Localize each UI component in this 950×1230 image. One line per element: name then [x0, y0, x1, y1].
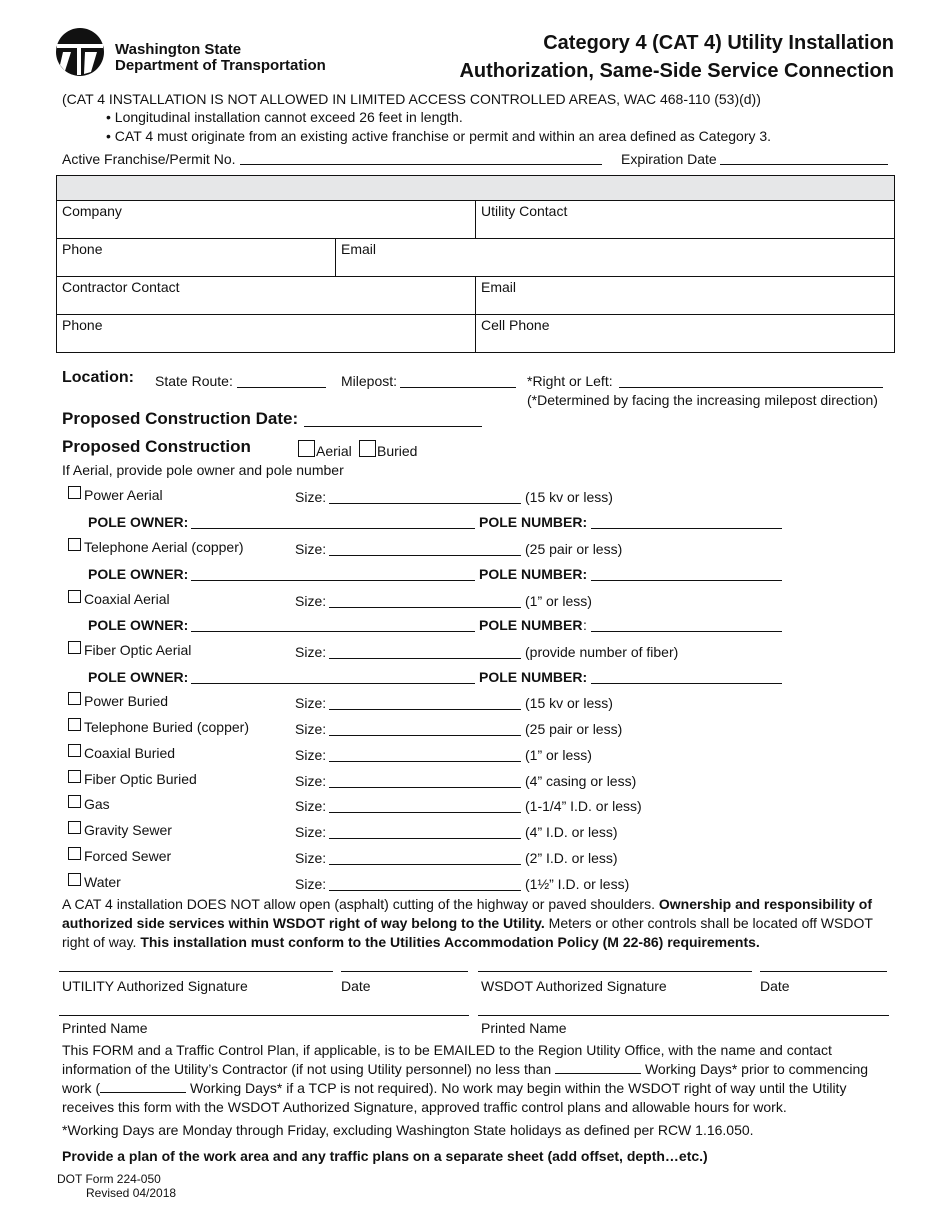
- construction-date-field[interactable]: [304, 426, 482, 427]
- size-label: Size:: [295, 644, 327, 660]
- item-checkbox[interactable]: [68, 744, 81, 757]
- size-field[interactable]: [329, 890, 521, 891]
- utility-signature-label: UTILITY Authorized Signature: [62, 978, 248, 994]
- size-label: Size:: [295, 593, 327, 609]
- utility-printed-name-label: Printed Name: [62, 1020, 148, 1036]
- size-limit: (provide number of fiber): [525, 644, 679, 660]
- agency-name-line1: Washington State: [115, 41, 242, 58]
- size-label: Size:: [295, 773, 327, 789]
- item-label: Fiber Optic Aerial: [84, 642, 192, 658]
- item-checkbox[interactable]: [68, 847, 81, 860]
- item-label: Coaxial Aerial: [84, 591, 170, 607]
- item-label: Power Buried: [84, 693, 169, 709]
- size-limit: (15 kv or less): [525, 695, 613, 711]
- size-label: Size:: [295, 798, 327, 814]
- wsdot-logo-icon: [55, 27, 105, 77]
- aerial-checkbox[interactable]: [298, 440, 315, 457]
- form-number: DOT Form 224-050: [57, 1172, 161, 1186]
- pole-owner-label: POLE OWNER:: [88, 566, 189, 582]
- utility-signature-field[interactable]: [59, 971, 333, 972]
- size-label: Size:: [295, 695, 327, 711]
- notice-bullet-2: • CAT 4 must originate from an existing active franchise or permit and within an area defined as Category 3.: [106, 128, 772, 144]
- utility-date-field[interactable]: [341, 971, 468, 972]
- item-checkbox[interactable]: [68, 538, 81, 551]
- item-checkbox[interactable]: [68, 590, 81, 603]
- item-label: Coaxial Buried: [84, 745, 176, 761]
- pole-number-field[interactable]: [591, 528, 782, 529]
- wsdot-signature-label: WSDOT Authorized Signature: [481, 978, 667, 994]
- pole-owner-field[interactable]: [191, 683, 475, 684]
- item-label: Water: [84, 874, 121, 890]
- item-checkbox[interactable]: [68, 873, 81, 886]
- size-limit: (25 pair or less): [525, 541, 623, 557]
- size-field[interactable]: [329, 812, 521, 813]
- size-field[interactable]: [329, 555, 521, 556]
- wsdot-printed-name-label: Printed Name: [481, 1020, 567, 1036]
- pole-number-colon: :: [583, 617, 587, 633]
- notice-main: (CAT 4 INSTALLATION IS NOT ALLOWED IN LIMITED ACCESS CONTROLLED AREAS, WAC 468-110 (53)(d)): [62, 91, 761, 107]
- pole-number-field[interactable]: [591, 580, 782, 581]
- buried-label: Buried: [377, 443, 418, 459]
- policy-paragraph: A CAT 4 installation DOES NOT allow open (asphalt) cutting of the highway or paved shoulders. Ownership and responsibility of authorized side services within WSDOT right of way belong to the Utility. Meters or other controls shall be located off WSDOT right of way. This installation must conform to the Utilities Accommodation Policy (M 22-86) requirements.: [62, 896, 873, 950]
- item-label: Telephone Aerial (copper): [84, 539, 244, 555]
- size-label: Size:: [295, 541, 327, 557]
- working-days-field-1[interactable]: [555, 1062, 641, 1074]
- item-checkbox[interactable]: [68, 718, 81, 731]
- cell-phone-field[interactable]: Cell Phone: [481, 317, 550, 333]
- size-label: Size:: [295, 489, 327, 505]
- email-field-2[interactable]: Email: [481, 279, 517, 295]
- phone-field-1[interactable]: Phone: [62, 241, 103, 257]
- working-days-note: *Working Days are Monday through Friday, excluding Washington State holidays as defined per RCW 1.16.050.: [62, 1122, 754, 1138]
- state-route-field[interactable]: [237, 387, 326, 388]
- size-field[interactable]: [329, 658, 521, 659]
- pole-number-field[interactable]: [591, 683, 782, 684]
- location-heading: Location:: [62, 369, 134, 386]
- item-checkbox[interactable]: [68, 795, 81, 808]
- revised-date: Revised 04/2018: [86, 1186, 177, 1200]
- aerial-note: If Aerial, provide pole owner and pole number: [62, 462, 344, 478]
- pole-owner-label: POLE OWNER:: [88, 669, 189, 685]
- aerial-label: Aerial: [316, 443, 352, 459]
- size-limit: (25 pair or less): [525, 721, 623, 737]
- size-label: Size:: [295, 721, 327, 737]
- size-limit: (1-1/4” I.D. or less): [525, 798, 642, 814]
- pole-owner-label: POLE OWNER:: [88, 617, 189, 633]
- size-limit: (1” or less): [525, 593, 592, 609]
- wsdot-signature-field[interactable]: [478, 971, 752, 972]
- pole-number-label: POLE NUMBER:: [479, 669, 588, 685]
- email-field-1[interactable]: Email: [341, 241, 377, 257]
- wsdot-date-label: Date: [760, 978, 790, 994]
- right-or-left-field[interactable]: [619, 387, 883, 388]
- franchise-permit-label: Active Franchise/Permit No.: [62, 151, 236, 167]
- pole-number-field[interactable]: [591, 631, 782, 632]
- utility-date-label: Date: [341, 978, 371, 994]
- size-field[interactable]: [329, 503, 521, 504]
- right-or-left-label: *Right or Left:: [527, 373, 613, 389]
- milepost-direction-note: (*Determined by facing the increasing milepost direction): [527, 392, 878, 408]
- item-label: Power Aerial: [84, 487, 163, 503]
- item-label: Forced Sewer: [84, 848, 172, 864]
- wsdot-printed-name-field[interactable]: [478, 1015, 889, 1016]
- plan-instruction: Provide a plan of the work area and any traffic plans on a separate sheet (add offset, depth…etc.): [62, 1148, 708, 1164]
- size-field[interactable]: [329, 709, 521, 710]
- size-limit: (15 kv or less): [525, 489, 613, 505]
- expiration-date-label: Expiration Date: [621, 151, 717, 167]
- state-route-label: State Route:: [155, 373, 233, 389]
- size-label: Size:: [295, 876, 327, 892]
- item-checkbox[interactable]: [68, 641, 81, 654]
- item-checkbox[interactable]: [68, 770, 81, 783]
- pole-owner-field[interactable]: [191, 631, 475, 632]
- construction-date-label: Proposed Construction Date:: [62, 409, 299, 428]
- item-checkbox[interactable]: [68, 692, 81, 705]
- size-label: Size:: [295, 850, 327, 866]
- milepost-field[interactable]: [400, 387, 516, 388]
- pole-number-label: POLE NUMBER:: [479, 566, 588, 582]
- size-label: Size:: [295, 824, 327, 840]
- item-checkbox[interactable]: [68, 486, 81, 499]
- size-field[interactable]: [329, 607, 521, 608]
- size-field[interactable]: [329, 761, 521, 762]
- franchise-permit-field[interactable]: [240, 164, 602, 165]
- working-days-field-2[interactable]: [100, 1081, 186, 1093]
- utility-contact-field[interactable]: Utility Contact: [481, 203, 568, 219]
- form-title-line2: Authorization, Same-Side Service Connection: [459, 60, 894, 82]
- notice-bullet-1: • Longitudinal installation cannot exceed 26 feet in length.: [106, 109, 463, 125]
- table-header-bar: [57, 176, 894, 201]
- size-limit: (4” casing or less): [525, 773, 637, 789]
- agency-name-line2: Department of Transportation: [115, 57, 326, 74]
- item-checkbox[interactable]: [68, 821, 81, 834]
- pole-owner-field[interactable]: [191, 528, 475, 529]
- size-limit: (1½” I.D. or less): [525, 876, 630, 892]
- contractor-contact-field[interactable]: Contractor Contact: [62, 279, 180, 295]
- wsdot-date-field[interactable]: [760, 971, 887, 972]
- item-label: Gravity Sewer: [84, 822, 172, 838]
- proposed-construction-heading: Proposed Construction: [62, 437, 251, 456]
- pole-number-label: POLE NUMBER: [479, 617, 583, 633]
- buried-checkbox[interactable]: [359, 440, 376, 457]
- pole-owner-label: POLE OWNER:: [88, 514, 189, 530]
- size-field[interactable]: [329, 838, 521, 839]
- size-field[interactable]: [329, 864, 521, 865]
- phone-field-2[interactable]: Phone: [62, 317, 103, 333]
- expiration-date-field[interactable]: [720, 164, 888, 165]
- size-field[interactable]: [329, 735, 521, 736]
- item-label: Telephone Buried (copper): [84, 719, 249, 735]
- item-label: Gas: [84, 796, 110, 812]
- size-limit: (2” I.D. or less): [525, 850, 618, 866]
- utility-printed-name-field[interactable]: [59, 1015, 469, 1016]
- size-field[interactable]: [329, 787, 521, 788]
- milepost-label: Milepost:: [341, 373, 398, 389]
- pole-number-label: POLE NUMBER:: [479, 514, 588, 530]
- size-limit: (4” I.D. or less): [525, 824, 618, 840]
- company-field[interactable]: Company: [62, 203, 122, 219]
- item-label: Fiber Optic Buried: [84, 771, 197, 787]
- submission-instructions: This FORM and a Traffic Control Plan, if applicable, is to be EMAILED to the Region Utility Office, with the name and contact information of the Utility’s Contractor (if not using Utility personnel) no less than Working Days* prior to commencing work ( Working Days* if a TCP is not required). No work may begin within the WSDOT right of way until the Utility receives this form with the WSDOT Authorized Signature, approved traffic control plans and allowable hours for work.: [62, 1042, 869, 1115]
- size-label: Size:: [295, 747, 327, 763]
- size-limit: (1” or less): [525, 747, 592, 763]
- form-title-line1: Category 4 (CAT 4) Utility Installation: [543, 32, 894, 54]
- pole-owner-field[interactable]: [191, 580, 475, 581]
